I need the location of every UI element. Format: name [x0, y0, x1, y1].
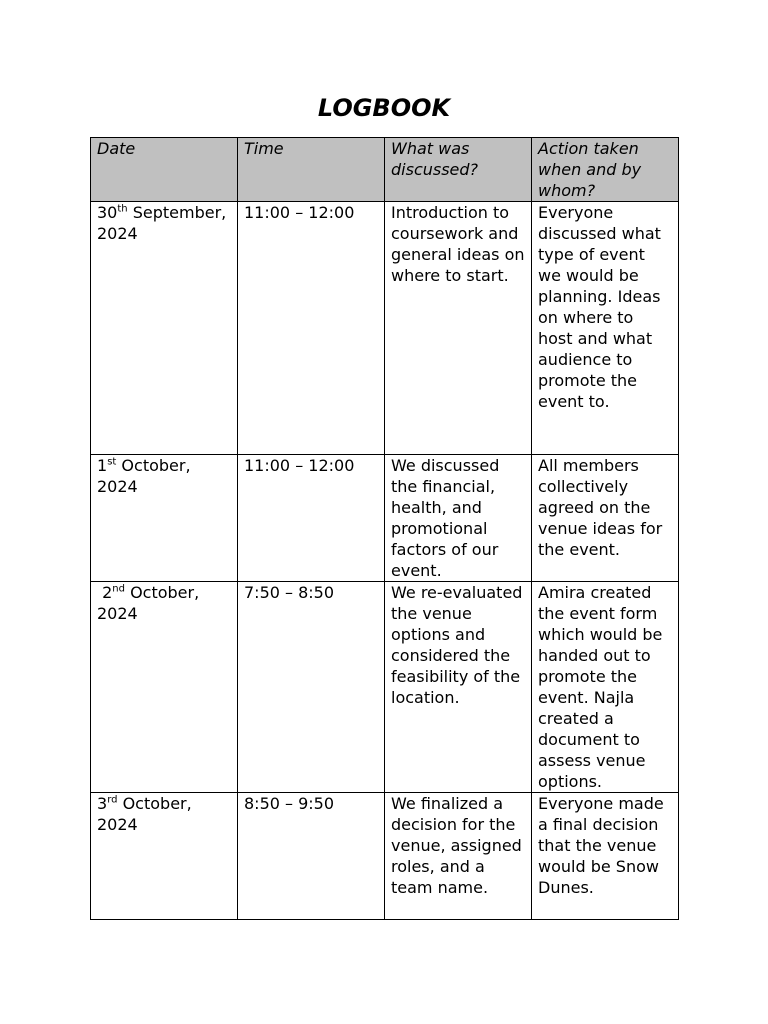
header-time: Time	[238, 138, 385, 202]
action-cell: Everyone discussed what type of event we would be planning. Ideas on where to host and what audience to promote the event to.	[532, 202, 679, 455]
date-day: 1	[97, 456, 108, 475]
date-day: 2	[102, 583, 113, 602]
date-suffix: nd	[112, 583, 125, 595]
table-row	[91, 793, 679, 920]
date-rest: October, 2024	[97, 583, 200, 623]
action-cell: All members collectively agreed on the venue ideas for the event.	[532, 455, 679, 582]
date-rest: October, 2024	[97, 456, 191, 496]
header-discussed: What was discussed?	[385, 138, 532, 202]
time-cell: 11:00 – 12:00	[238, 455, 385, 582]
date-suffix: th	[117, 203, 128, 215]
time-cell: 11:00 – 12:00	[238, 202, 385, 455]
date-cell	[91, 455, 238, 582]
time-cell: 7:50 – 8:50	[238, 582, 385, 793]
date-suffix: rd	[107, 794, 118, 806]
date-rest: October, 2024	[97, 794, 192, 834]
date-rest: September, 2024	[97, 203, 227, 243]
date-cell	[91, 202, 238, 455]
action-cell: Amira created the event form which would be handed out to promote the event. Najla created a document to assess venue options.	[532, 582, 679, 793]
date-suffix: st	[107, 456, 117, 468]
time-cell: 8:50 – 9:50	[238, 793, 385, 920]
date-cell	[91, 793, 238, 920]
action-cell: Everyone made a final decision that the venue would be Snow Dunes.	[532, 793, 679, 920]
date-day: 30	[97, 203, 118, 222]
date-cell	[91, 582, 238, 793]
header-action: Action taken when and by whom?	[532, 138, 679, 202]
date-day: 3	[97, 794, 108, 813]
discussed-cell: Introduction to coursework and general ideas on where to start.	[385, 202, 532, 455]
discussed-cell: We discussed the financial, health, and promotional factors of our event.	[385, 455, 532, 582]
header-date: Date	[91, 138, 238, 202]
table-row	[91, 582, 679, 793]
table-header-row	[91, 138, 679, 202]
table-row	[91, 455, 679, 582]
discussed-cell: We finalized a decision for the venue, assigned roles, and a team name.	[385, 793, 532, 920]
table-row	[91, 202, 679, 455]
discussed-cell: We re-evaluated the venue options and considered the feasibility of the location.	[385, 582, 532, 793]
logbook-table	[90, 137, 679, 920]
page-title: LOGBOOK	[317, 94, 451, 122]
